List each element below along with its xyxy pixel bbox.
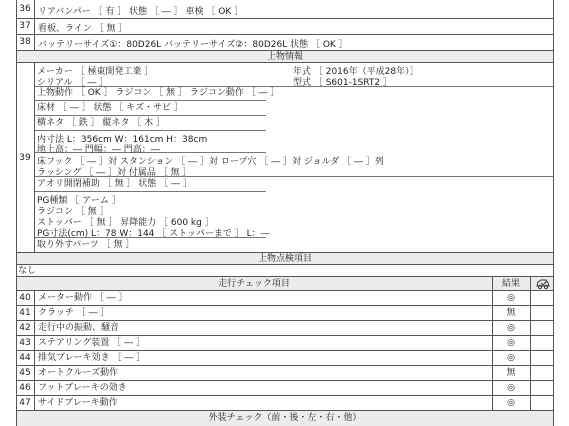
pg-size-field: PG寸法(cm) L：78 W：144 ［ ストッパーまで ］ L：― bbox=[37, 229, 270, 239]
body-info-title: 上物情報 bbox=[266, 52, 303, 62]
check-item-label: オートクルーズ動作 bbox=[38, 368, 119, 378]
row-number: 44 bbox=[16, 351, 35, 365]
result-header: 結果 bbox=[501, 279, 520, 289]
check-result: ◎ bbox=[507, 383, 515, 393]
body-check-note-row bbox=[16, 265, 554, 277]
battery-text: バッテリーサイズ①：80D26L バッテリーサイズ②：80D26L 状態 ［ OK ］ bbox=[38, 40, 348, 50]
row-number: 36 bbox=[16, 0, 35, 18]
row-39 bbox=[16, 63, 554, 253]
check-item-label: メーター動作 ［ ― ］ bbox=[38, 293, 128, 303]
row-number: 47 bbox=[16, 396, 35, 410]
row-number: 38 bbox=[16, 35, 35, 50]
pg-type-field: PG種類 ［ アーム ］ bbox=[37, 196, 121, 206]
row-number: 45 bbox=[16, 366, 35, 380]
row-number: 40 bbox=[16, 291, 35, 305]
hooks-line-2: ラッシング ［ ― ］対 付属品 ［ 無 ］ bbox=[37, 168, 192, 178]
row-38 bbox=[16, 35, 554, 51]
body-check-header bbox=[16, 253, 554, 265]
run-check-title: 走行チェック項目 bbox=[218, 279, 290, 289]
inner-size-line-1: 内寸法 L：356cm W：161cm H：38cm bbox=[37, 135, 208, 145]
check-result: ◎ bbox=[507, 338, 515, 348]
run-check-row bbox=[16, 381, 554, 396]
check-result: ◎ bbox=[507, 323, 515, 333]
check-result: 無 bbox=[506, 368, 516, 378]
beams-field: 横ネタ ［ 鉄 ］ 縦ネタ ［ 木 ］ bbox=[35, 116, 266, 131]
inspection-sheet bbox=[16, 0, 554, 426]
maker-field: メーカー ［ 極東開発工業 ］ bbox=[37, 67, 154, 77]
row-number: 43 bbox=[16, 336, 35, 350]
check-item-label: サイドブレーキ動作 bbox=[38, 398, 118, 408]
signboard-text: 看板、ライン ［ 無 ］ bbox=[38, 24, 128, 34]
run-check-row bbox=[16, 336, 554, 351]
row-number: 42 bbox=[16, 321, 35, 335]
check-item-label: クラッチ ［ ― ］ bbox=[38, 308, 110, 318]
row-37 bbox=[16, 19, 554, 35]
rear-bumper-text: リアバンパー ［ 有 ］ 状態 ［ ― ］ 車検 ［ OK ］ bbox=[38, 7, 244, 17]
maker-serial-block bbox=[35, 63, 554, 87]
operation-field: 上物動作 ［ OK ］ ラジコン ［ 無 ］ ラジコン動作 ［ ― ］ bbox=[35, 87, 266, 101]
body-check-note: なし bbox=[18, 266, 37, 276]
run-check-row bbox=[16, 396, 554, 411]
check-item-label: 走行中の振動、騒音 bbox=[38, 323, 120, 333]
check-item-label: フットブレーキの効き bbox=[38, 383, 127, 393]
exterior-check-header bbox=[16, 411, 554, 426]
check-result: ◎ bbox=[507, 293, 515, 303]
floor-field: 床材 ［ ― ］ 状態 ［ キズ・サビ ］ bbox=[35, 101, 266, 116]
aori-field: アオリ開閉補助 ［ 無 ］ 状態 ［ ― ］ bbox=[35, 177, 266, 192]
pg-remote-field: ラジコン ［ 無 ］ bbox=[37, 207, 109, 217]
run-check-row bbox=[16, 351, 554, 366]
exterior-check-title: 外装チェック（前・後・左・右・他） bbox=[208, 413, 362, 423]
inner-size-line-2: 地上高：― 門幅：― 門高：― bbox=[37, 145, 160, 155]
check-item-label: 排気ブレーキ効き ［ ― ］ bbox=[38, 353, 146, 363]
power-gate-block bbox=[35, 192, 270, 239]
run-check-header bbox=[16, 277, 554, 291]
check-item-label: ステアリング装置 ［ ― ］ bbox=[38, 338, 145, 348]
row-36 bbox=[16, 0, 554, 19]
check-result: ◎ bbox=[507, 398, 515, 408]
model-field: 型式 ［ S601-1SRT2 ］ bbox=[293, 78, 392, 88]
run-check-row bbox=[16, 321, 554, 336]
run-check-row bbox=[16, 306, 554, 321]
row-number: 37 bbox=[16, 19, 35, 34]
run-check-row bbox=[16, 291, 554, 306]
row-number: 39 bbox=[16, 63, 35, 252]
check-result: ◎ bbox=[507, 353, 515, 363]
inner-size-block bbox=[35, 131, 266, 153]
row-number: 46 bbox=[16, 381, 35, 395]
hooks-block bbox=[35, 153, 554, 177]
year-field: 年式 ［ 2016年（平成28年）］ bbox=[293, 67, 419, 77]
serial-field: シリアル ［ ― ］ bbox=[37, 78, 109, 88]
row-number: 41 bbox=[16, 306, 35, 320]
removables-field: 取り外すパーツ ［ 無 ］ bbox=[37, 240, 135, 250]
pg-stopper-field: ストッパー ［ 無 ］ 昇降能力 ［ 600 kg ］ bbox=[37, 218, 214, 228]
check-result: 無 bbox=[506, 308, 516, 318]
run-check-row bbox=[16, 366, 554, 381]
hooks-line-1: 床フック ［ ― ］対 スタンション ［ ― ］対 ロープ穴 ［ ― ］対 ジョルダ ［ ― ］列 bbox=[37, 157, 384, 167]
body-check-title: 上物点検項目 bbox=[257, 254, 312, 264]
body-info-header bbox=[16, 51, 554, 63]
